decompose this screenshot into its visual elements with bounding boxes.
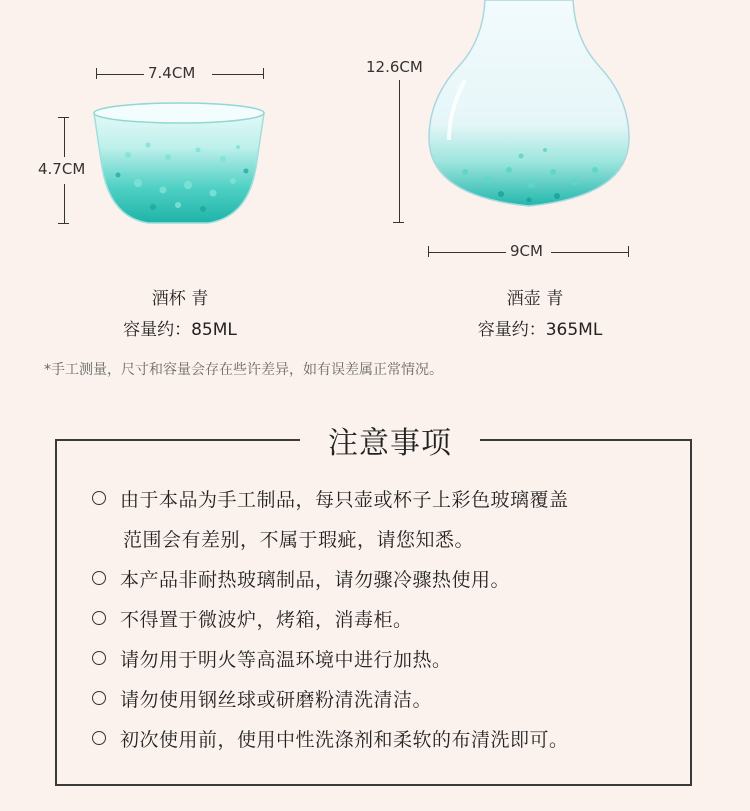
notice-title: 注意事项 [328, 426, 452, 461]
notice-item-2: 本产品非耐热玻璃制品，请勿骤冷骤热使用。 [92, 568, 510, 592]
measurement-note: *手工测量，尺寸和容量会存在些许差异，如有误差属正常情况。 [44, 362, 443, 378]
circle-bullet-icon [92, 691, 106, 705]
bottle-name: 酒壶 青 [506, 289, 564, 309]
notice-item-1: 由于本品为手工制品，每只壶或杯子上彩色玻璃覆盖 [92, 488, 569, 512]
bottle-capacity: 容量约：365ML [477, 320, 603, 340]
notice-item-1-continued: 范围会有差别，不属于瑕疵，请您知悉。 [123, 529, 475, 551]
circle-bullet-icon [92, 651, 106, 665]
notice-item-5: 请勿使用钢丝球或研磨粉清洗清洁。 [92, 688, 432, 712]
bottle-height-label: 12.6CM [366, 58, 423, 76]
bottle-width-label: 9CM [510, 242, 543, 260]
sake-bottle-image [425, 0, 635, 212]
circle-bullet-icon [92, 571, 106, 585]
cup-width-label: 7.4CM [148, 64, 196, 82]
cup-height-label: 4.7CM [38, 160, 86, 178]
sake-cup-image [88, 95, 268, 235]
cup-name: 酒杯 青 [151, 289, 209, 309]
cup-capacity: 容量约：85ML [123, 320, 237, 340]
circle-bullet-icon [92, 491, 106, 505]
circle-bullet-icon [92, 611, 106, 625]
circle-bullet-icon [92, 731, 106, 745]
notice-item-6: 初次使用前，使用中性洗涤剂和柔软的布清洗即可。 [92, 728, 569, 752]
notice-item-3: 不得置于微波炉，烤箱，消毒柜。 [92, 608, 413, 632]
notice-item-4: 请勿用于明火等高温环境中进行加热。 [92, 648, 452, 672]
